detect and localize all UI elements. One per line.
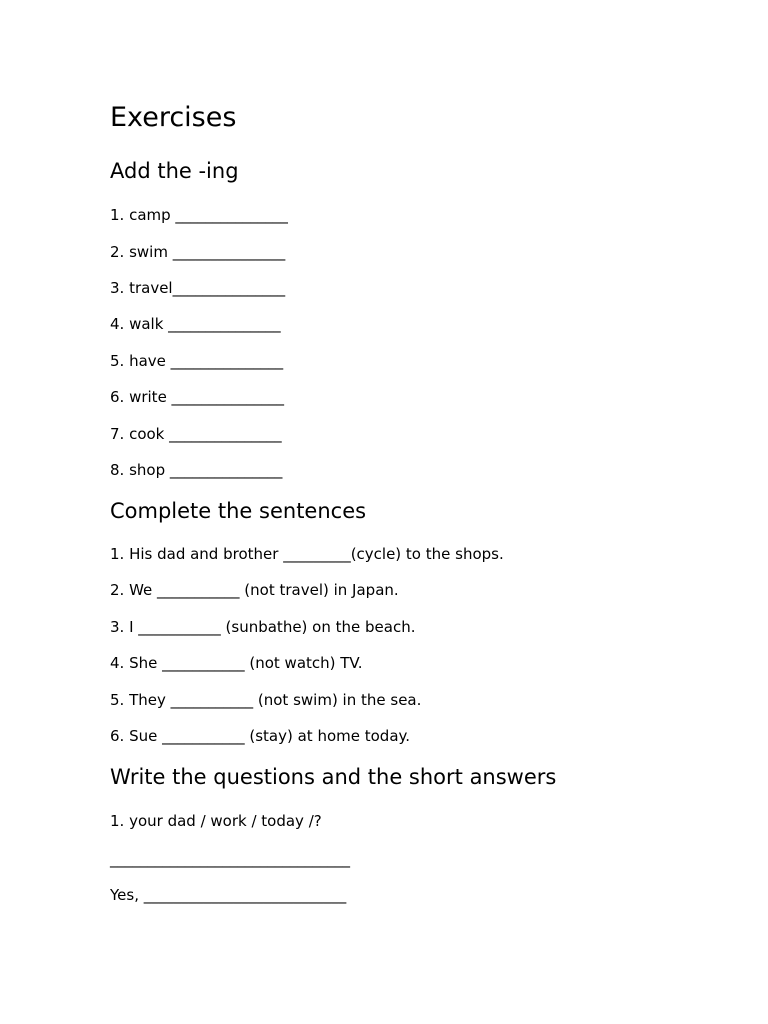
exercise-item: 1. your dad / work / today /? (110, 812, 322, 830)
exercise-item: 3. I ___________ (sunbathe) on the beach. (110, 618, 416, 636)
page-title: Exercises (110, 102, 237, 133)
exercise-item: 1. His dad and brother _________(cycle) to the shops. (110, 545, 504, 563)
exercise-item: 7. cook _______________ (110, 425, 282, 443)
exercise-item: 2. swim _______________ (110, 243, 286, 261)
exercise-item: 5. have _______________ (110, 352, 284, 370)
exercise-item: 8. shop _______________ (110, 461, 283, 479)
answer-line: Yes, ___________________________ (110, 886, 347, 904)
exercise-item: 6. Sue ___________ (stay) at home today. (110, 727, 411, 745)
exercise-item: 4. walk _______________ (110, 315, 281, 333)
exercise-item: 4. She ___________ (not watch) TV. (110, 654, 363, 672)
section-heading-add-ing: Add the -ing (110, 159, 239, 183)
section-heading-questions-answers: Write the questions and the short answers (110, 765, 557, 789)
exercise-item: 5. They ___________ (not swim) in the sea. (110, 691, 422, 709)
exercise-item: 6. write _______________ (110, 388, 285, 406)
exercise-item: 1. camp _______________ (110, 206, 288, 224)
exercise-item: 2. We ___________ (not travel) in Japan. (110, 581, 399, 599)
exercise-item: 3. travel_______________ (110, 279, 286, 297)
section-heading-complete-sentences: Complete the sentences (110, 499, 367, 523)
answer-line: ________________________________ (110, 850, 350, 868)
